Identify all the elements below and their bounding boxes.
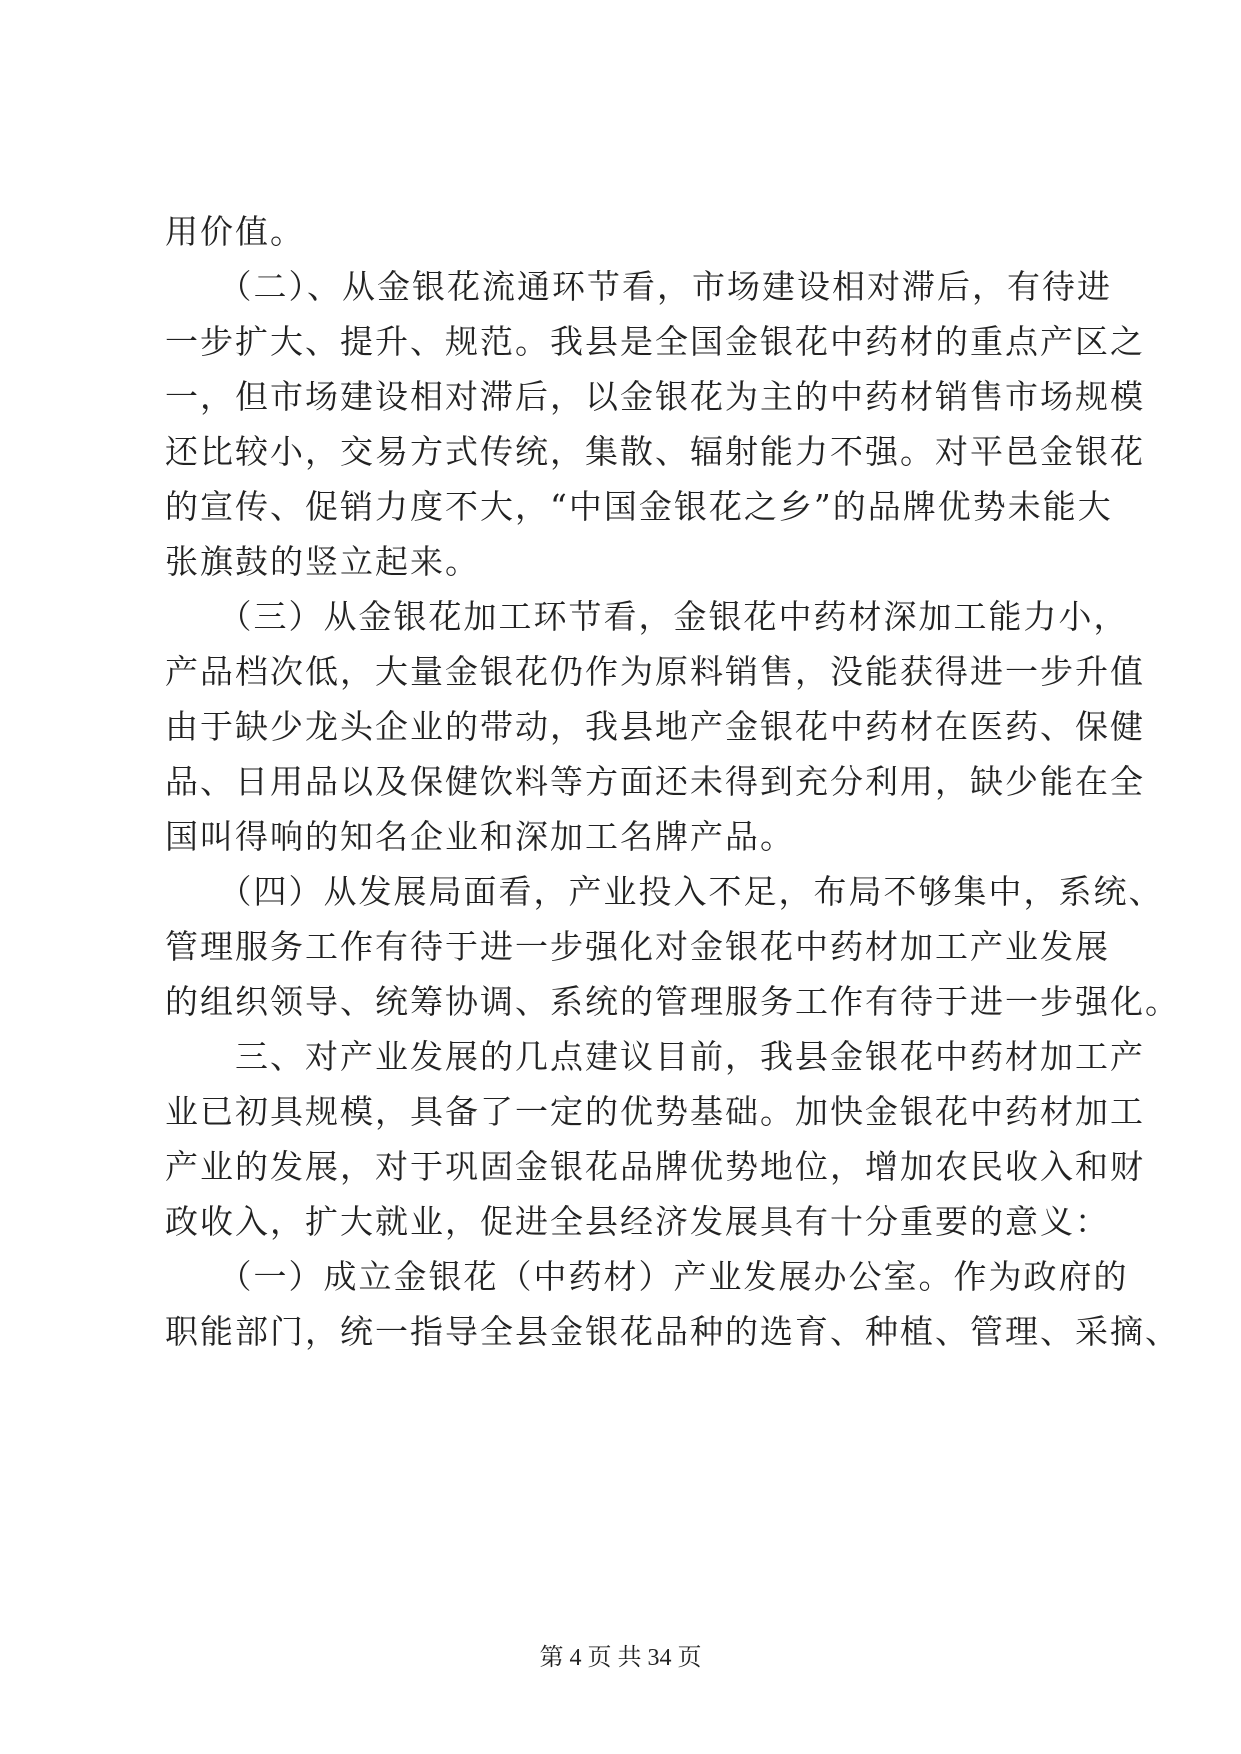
text-line: 三、对产业发展的几点建议目前，我县金银花中药材加工产 [165, 1037, 1145, 1076]
text-line: 张旗鼓的竖立起来。 [165, 542, 480, 581]
text-line: 产品档次低，大量金银花仍作为原料销售，没能获得进一步升值 [165, 652, 1145, 691]
text-line: （四）从发展局面看，产业投入不足，布局不够集中，系统、 [165, 872, 1164, 911]
text-line: 管理服务工作有待于进一步强化对金银花中药材加工产业发展 [165, 927, 1110, 966]
text-line: 一，但市场建设相对滞后，以金银花为主的中药材销售市场规模 [165, 377, 1145, 416]
page-number-footer: 第 4 页 共 34 页 [539, 1645, 702, 1671]
text-line: 还比较小，交易方式传统，集散、辐射能力不强。对平邑金银花 [165, 432, 1145, 471]
text-line: 职能部门，统一指导全县金银花品种的选育、种植、管理、采摘、 [165, 1312, 1180, 1351]
text-line: （一）成立金银花（中药材）产业发展办公室。作为政府的 [165, 1257, 1129, 1296]
text-line: 一步扩大、提升、规范。我县是全国金银花中药材的重点产区之 [165, 322, 1145, 361]
text-line: 产业的发展，对于巩固金银花品牌优势地位，增加农民收入和财 [165, 1147, 1145, 1186]
text-line: 政收入，扩大就业，促进全县经济发展具有十分重要的意义： [165, 1202, 1110, 1241]
text-line: 品、日用品以及保健饮料等方面还未得到充分利用，缺少能在全 [165, 762, 1145, 801]
text-line: （三）从金银花加工环节看，金银花中药材深加工能力小， [165, 597, 1129, 636]
text-line: 的组织领导、统筹协调、系统的管理服务工作有待于进一步强化。 [165, 982, 1180, 1021]
text-line: 由于缺少龙头企业的带动，我县地产金银花中药材在医药、保健 [165, 707, 1145, 746]
text-line: 用价值。 [165, 212, 305, 251]
text-line: 国叫得响的知名企业和深加工名牌产品。 [165, 817, 795, 856]
text-line: 的宣传、促销力度不大，“中国金银花之乡”的品牌优势未能大 [165, 487, 1113, 526]
text-line: 业已初具规模，具备了一定的优势基础。加快金银花中药材加工 [165, 1092, 1145, 1131]
text-line: （二）、从金银花流通环节看，市场建设相对滞后，有待进 [165, 267, 1112, 306]
